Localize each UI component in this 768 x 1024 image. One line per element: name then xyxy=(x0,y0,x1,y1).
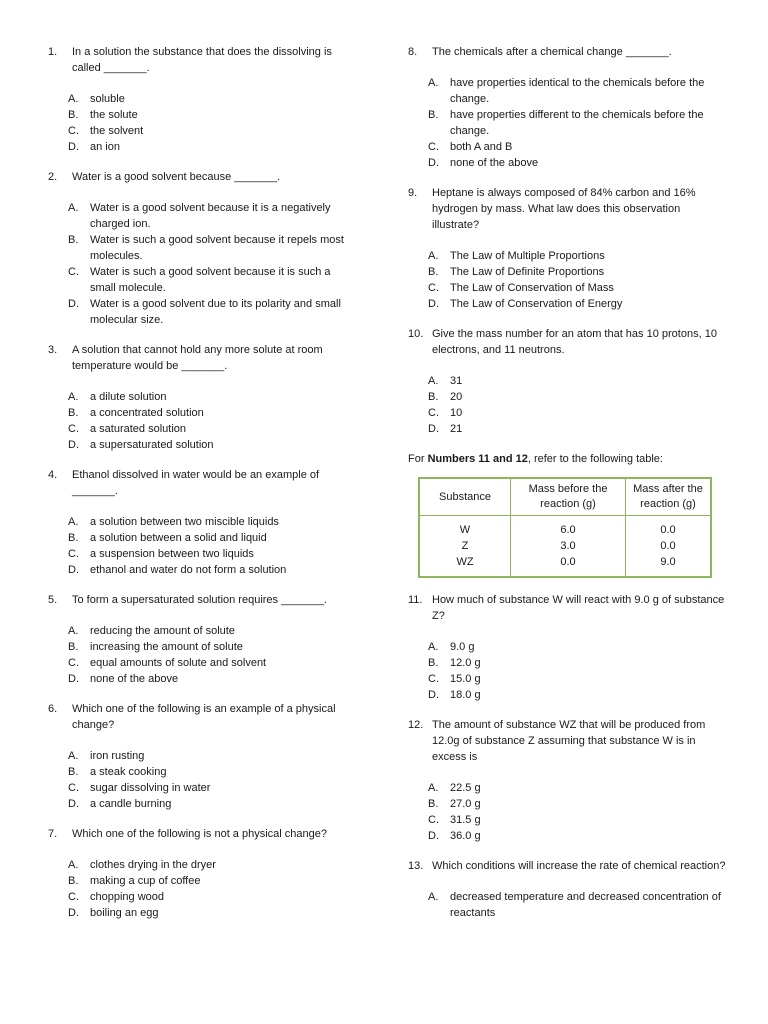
mass-after-cell: 0.0 0.0 9.0 xyxy=(626,516,712,578)
substance-cell: W Z WZ xyxy=(419,516,511,578)
answer-option xyxy=(428,264,730,280)
question-text: Water is a good solvent because _______. xyxy=(72,171,281,183)
answer-option xyxy=(428,828,730,844)
option-text: 27.0 g xyxy=(450,798,481,810)
question xyxy=(48,169,348,328)
answer-option xyxy=(68,107,348,123)
option-text: boiling an egg xyxy=(90,907,159,919)
option-letter: A. xyxy=(68,859,79,871)
answer-option xyxy=(68,546,348,562)
option-letter: D. xyxy=(68,673,79,685)
answer-options xyxy=(68,857,348,921)
option-text: increasing the amount of solute xyxy=(90,641,243,653)
answer-option xyxy=(68,764,348,780)
answer-option xyxy=(428,671,730,687)
option-letter: C. xyxy=(68,548,79,560)
answer-option xyxy=(428,107,730,139)
answer-option xyxy=(68,421,348,437)
option-text: 36.0 g xyxy=(450,830,481,842)
answer-options xyxy=(428,75,730,171)
option-letter: D. xyxy=(428,689,439,701)
option-text: clothes drying in the dryer xyxy=(90,859,216,871)
option-letter: A. xyxy=(428,77,439,89)
answer-option xyxy=(428,655,730,671)
option-text: 9.0 g xyxy=(450,641,475,653)
option-letter: B. xyxy=(68,234,79,246)
question-stem xyxy=(48,826,348,842)
option-letter: D. xyxy=(428,157,439,169)
answer-option xyxy=(68,200,348,232)
option-text: 20 xyxy=(450,391,463,403)
answer-option xyxy=(428,296,730,312)
table-row xyxy=(419,516,711,578)
answer-option xyxy=(68,748,348,764)
answer-option xyxy=(428,421,730,437)
answer-option xyxy=(68,123,348,139)
answer-option xyxy=(68,889,348,905)
answer-options xyxy=(68,623,348,687)
option-text: 31.5 g xyxy=(450,814,481,826)
answer-option xyxy=(428,796,730,812)
answer-option xyxy=(428,889,730,921)
question-number: 5. xyxy=(48,594,58,606)
option-text: sugar dissolving in water xyxy=(90,782,211,794)
question-stem xyxy=(408,858,730,874)
question xyxy=(408,592,730,703)
question-stem xyxy=(408,326,730,358)
question-text: Ethanol dissolved in water would be an example of _______. xyxy=(72,469,320,497)
question-text: Which one of the following is not a physical change? xyxy=(72,828,327,840)
option-text: 31 xyxy=(450,375,463,387)
left-column xyxy=(48,44,348,935)
option-text: a suspension between two liquids xyxy=(90,548,254,560)
option-letter: C. xyxy=(68,657,79,669)
answer-option xyxy=(68,623,348,639)
option-letter: B. xyxy=(68,532,79,544)
question xyxy=(48,592,348,687)
option-text: 10 xyxy=(450,407,463,419)
question xyxy=(408,44,730,171)
option-letter: A. xyxy=(428,375,439,387)
option-text: soluble xyxy=(90,93,125,105)
option-text: a steak cooking xyxy=(90,766,167,778)
option-text: an ion xyxy=(90,141,120,153)
answer-option xyxy=(68,91,348,107)
question-text: Which one of the following is an example of a physical change? xyxy=(72,703,336,731)
question-number: 7. xyxy=(48,828,58,840)
option-text: 21 xyxy=(450,423,463,435)
option-text: 12.0 g xyxy=(450,657,481,669)
option-text: both A and B xyxy=(450,141,513,153)
answer-option xyxy=(68,671,348,687)
answer-option xyxy=(68,296,348,328)
question-number: 10. xyxy=(408,328,424,340)
option-text: none of the above xyxy=(450,157,539,169)
option-letter: D. xyxy=(68,564,79,576)
question-text: The chemicals after a chemical change _______. xyxy=(432,46,672,58)
question xyxy=(408,326,730,437)
answer-option xyxy=(428,639,730,655)
option-letter: A. xyxy=(428,641,439,653)
option-letter: A. xyxy=(428,782,439,794)
option-text: The Law of Conservation of Energy xyxy=(450,298,623,310)
answer-options xyxy=(68,748,348,812)
answer-option xyxy=(428,75,730,107)
header-mass-after: Mass after the reaction (g) xyxy=(626,478,712,516)
right-column xyxy=(408,44,730,935)
option-text: decreased temperature and decreased concentration of reactants xyxy=(450,891,721,919)
option-letter: B. xyxy=(68,766,79,778)
option-letter: C. xyxy=(428,282,439,294)
answer-option xyxy=(68,139,348,155)
option-text: a saturated solution xyxy=(90,423,187,435)
option-letter: D. xyxy=(68,298,79,310)
option-text: The Law of Definite Proportions xyxy=(450,266,605,278)
answer-option xyxy=(68,796,348,812)
option-letter: D. xyxy=(428,298,439,310)
header-mass-before: Mass before the reaction (g) xyxy=(511,478,626,516)
answer-option xyxy=(68,873,348,889)
answer-options xyxy=(428,373,730,437)
answer-options xyxy=(68,200,348,328)
answer-options xyxy=(428,780,730,844)
option-letter: C. xyxy=(68,782,79,794)
answer-option xyxy=(68,780,348,796)
question-stem xyxy=(408,717,730,765)
question-number: 6. xyxy=(48,703,58,715)
option-text: The Law of Conservation of Mass xyxy=(450,282,614,294)
answer-options xyxy=(428,639,730,703)
question-text: In a solution the substance that does the dissolving is called _______. xyxy=(72,46,332,74)
option-letter: D. xyxy=(428,830,439,842)
question-stem xyxy=(408,592,730,624)
option-text: iron rusting xyxy=(90,750,145,762)
option-letter: C. xyxy=(428,407,439,419)
answer-option xyxy=(428,139,730,155)
option-letter: C. xyxy=(68,125,79,137)
question xyxy=(408,185,730,312)
question-stem xyxy=(408,185,730,233)
question-stem xyxy=(48,467,348,499)
option-text: The Law of Multiple Proportions xyxy=(450,250,605,262)
option-letter: D. xyxy=(428,423,439,435)
question xyxy=(48,44,348,155)
answer-option xyxy=(428,155,730,171)
option-text: a candle burning xyxy=(90,798,172,810)
option-letter: D. xyxy=(68,798,79,810)
option-text: a supersaturated solution xyxy=(90,439,214,451)
mass-before-cell: 6.0 3.0 0.0 xyxy=(511,516,626,578)
answer-options xyxy=(428,248,730,312)
option-letter: B. xyxy=(428,109,439,121)
option-letter: A. xyxy=(68,625,79,637)
question-stem xyxy=(48,342,348,374)
option-text: a solution between two miscible liquids xyxy=(90,516,279,528)
question-text: The amount of substance WZ that will be produced from 12.0g of substance Z assuming that substance W is in excess is xyxy=(432,719,706,763)
answer-option xyxy=(428,405,730,421)
option-text: 18.0 g xyxy=(450,689,481,701)
question xyxy=(408,858,730,921)
option-text: Water is such a good solvent because it is such a small molecule. xyxy=(90,266,331,294)
question xyxy=(48,342,348,453)
option-letter: B. xyxy=(428,798,439,810)
option-text: a solution between a solid and liquid xyxy=(90,532,267,544)
question-stem xyxy=(408,44,730,60)
option-text: chopping wood xyxy=(90,891,165,903)
option-letter: B. xyxy=(428,657,439,669)
question-stem xyxy=(48,44,348,76)
answer-option xyxy=(68,857,348,873)
question-number: 12. xyxy=(408,719,424,731)
question-number: 13. xyxy=(408,860,424,872)
answer-option xyxy=(68,905,348,921)
option-letter: D. xyxy=(68,439,79,451)
question-number: 1. xyxy=(48,46,58,58)
answer-option xyxy=(68,562,348,578)
answer-option xyxy=(68,530,348,546)
answer-option xyxy=(68,514,348,530)
option-text: the solvent xyxy=(90,125,144,137)
option-letter: A. xyxy=(428,250,439,262)
option-letter: C. xyxy=(428,673,439,685)
option-letter: B. xyxy=(68,109,79,121)
option-letter: B. xyxy=(428,266,439,278)
question-text: A solution that cannot hold any more solute at room temperature would be _______. xyxy=(72,344,323,372)
answer-option xyxy=(68,232,348,264)
option-letter: B. xyxy=(428,391,439,403)
option-text: reducing the amount of solute xyxy=(90,625,235,637)
question-text: To form a supersaturated solution requires _______. xyxy=(72,594,327,606)
question xyxy=(48,467,348,578)
answer-options xyxy=(428,889,730,921)
option-letter: C. xyxy=(68,891,79,903)
answer-option xyxy=(68,264,348,296)
question xyxy=(408,717,730,844)
answer-option xyxy=(68,389,348,405)
option-text: a dilute solution xyxy=(90,391,167,403)
option-letter: C. xyxy=(428,814,439,826)
answer-option xyxy=(428,248,730,264)
answer-option xyxy=(428,373,730,389)
answer-option xyxy=(428,687,730,703)
option-text: the solute xyxy=(90,109,138,121)
option-text: Water is such a good solvent because it repels most molecules. xyxy=(90,234,344,262)
option-text: 22.5 g xyxy=(450,782,481,794)
option-letter: D. xyxy=(68,141,79,153)
answer-option xyxy=(428,780,730,796)
answer-option xyxy=(68,639,348,655)
header-substance: Substance xyxy=(419,478,511,516)
question xyxy=(48,826,348,921)
option-text: equal amounts of solute and solvent xyxy=(90,657,267,669)
option-letter: B. xyxy=(68,641,79,653)
question-number: 8. xyxy=(408,46,418,58)
question-stem xyxy=(48,701,348,733)
option-letter: A. xyxy=(428,891,439,903)
option-letter: D. xyxy=(68,907,79,919)
option-text: ethanol and water do not form a solution xyxy=(90,564,287,576)
table-header-row xyxy=(419,478,711,516)
option-letter: A. xyxy=(68,391,79,403)
option-letter: B. xyxy=(68,407,79,419)
option-text: have properties identical to the chemicals before the change. xyxy=(450,77,705,105)
question-text: Give the mass number for an atom that has 10 protons, 10 electrons, and 11 neutrons. xyxy=(432,328,717,356)
option-letter: A. xyxy=(68,516,79,528)
question-text: Which conditions will increase the rate of chemical reaction? xyxy=(432,860,726,872)
option-text: have properties different to the chemicals before the change. xyxy=(450,109,704,137)
option-letter: A. xyxy=(68,750,79,762)
option-letter: B. xyxy=(68,875,79,887)
answer-options xyxy=(68,389,348,453)
option-text: Water is a good solvent because it is a negatively charged ion. xyxy=(90,202,331,230)
table-reference-note: For Numbers 11 and 12, refer to the following table: xyxy=(408,453,663,465)
answer-options xyxy=(68,91,348,155)
answer-option xyxy=(68,655,348,671)
option-letter: A. xyxy=(68,93,79,105)
answer-option xyxy=(68,405,348,421)
question-number: 9. xyxy=(408,187,418,199)
answer-option xyxy=(428,812,730,828)
reference-bold: Numbers 11 and 12 xyxy=(427,453,528,465)
question-number: 3. xyxy=(48,344,58,356)
option-text: Water is a good solvent due to its polarity and small molecular size. xyxy=(90,298,341,326)
option-text: none of the above xyxy=(90,673,179,685)
question-number: 11. xyxy=(408,594,423,606)
question-number: 2. xyxy=(48,171,58,183)
question-text: Heptane is always composed of 84% carbon and 16% hydrogen by mass. What law does this observation illustrate? xyxy=(432,187,696,231)
option-letter: C. xyxy=(68,266,79,278)
question-text: How much of substance W will react with 9.0 g of substance Z? xyxy=(432,594,725,622)
reaction-mass-table xyxy=(418,477,712,578)
option-letter: A. xyxy=(68,202,79,214)
option-letter: C. xyxy=(428,141,439,153)
option-text: a concentrated solution xyxy=(90,407,204,419)
option-text: 15.0 g xyxy=(450,673,481,685)
answer-options xyxy=(68,514,348,578)
question-stem xyxy=(48,169,348,185)
answer-option xyxy=(428,280,730,296)
answer-option xyxy=(68,437,348,453)
answer-option xyxy=(428,389,730,405)
question-number: 4. xyxy=(48,469,58,481)
option-text: making a cup of coffee xyxy=(90,875,201,887)
question-stem xyxy=(48,592,348,608)
question xyxy=(48,701,348,812)
option-letter: C. xyxy=(68,423,79,435)
